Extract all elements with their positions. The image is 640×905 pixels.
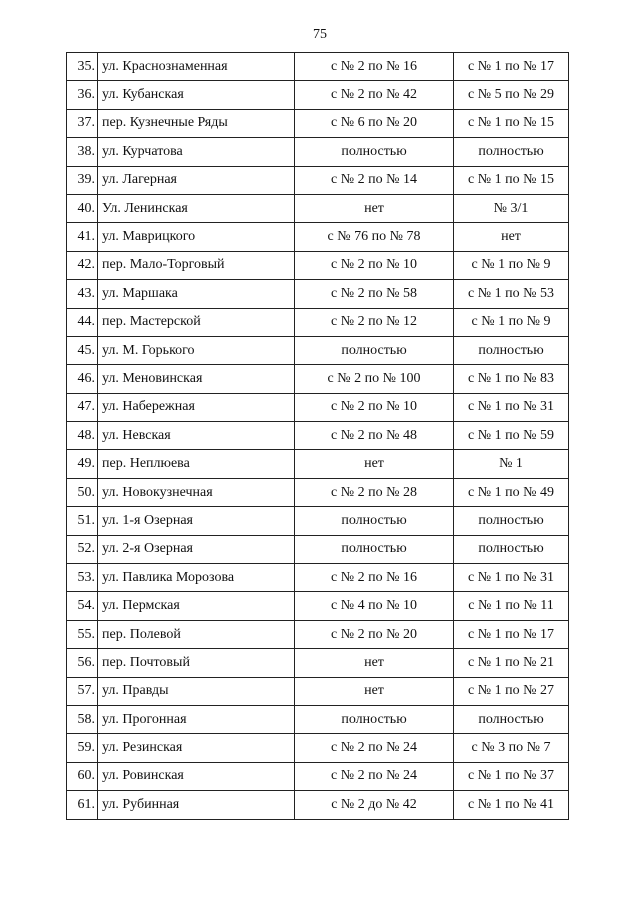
table-row: [67, 564, 569, 592]
odd-houses-cell: полностью: [454, 336, 569, 364]
table-row: [67, 507, 569, 535]
street-name-cell: ул. 1-я Озерная: [98, 507, 295, 535]
street-name-cell: ул. Маврицкого: [98, 223, 295, 251]
row-number-cell: 38.: [67, 138, 98, 166]
odd-houses-cell: с № 1 по № 59: [454, 422, 569, 450]
row-number-cell: 51.: [67, 507, 98, 535]
odd-houses-cell: с № 3 по № 7: [454, 734, 569, 762]
table-row: [67, 336, 569, 364]
table-row: [67, 393, 569, 421]
even-houses-cell: с № 2 по № 24: [295, 734, 454, 762]
odd-houses-cell: полностью: [454, 507, 569, 535]
odd-houses-cell: № 1: [454, 450, 569, 478]
street-name-cell: ул. Правды: [98, 677, 295, 705]
row-number-cell: 45.: [67, 336, 98, 364]
odd-houses-cell: с № 1 по № 21: [454, 649, 569, 677]
street-name-cell: ул. Прогонная: [98, 705, 295, 733]
row-number-cell: 43.: [67, 280, 98, 308]
odd-houses-cell: с № 1 по № 27: [454, 677, 569, 705]
row-number-cell: 41.: [67, 223, 98, 251]
table-row: [67, 223, 569, 251]
odd-houses-cell: с № 1 по № 37: [454, 762, 569, 790]
row-number-cell: 54.: [67, 592, 98, 620]
street-name-cell: ул. Невская: [98, 422, 295, 450]
even-houses-cell: с № 2 по № 12: [295, 308, 454, 336]
table-row: [67, 422, 569, 450]
table-row: [67, 649, 569, 677]
even-houses-cell: нет: [295, 450, 454, 478]
street-name-cell: пер. Кузнечные Ряды: [98, 109, 295, 137]
even-houses-cell: с № 2 по № 10: [295, 393, 454, 421]
street-name-cell: Ул. Ленинская: [98, 194, 295, 222]
even-houses-cell: с № 2 по № 58: [295, 280, 454, 308]
table-row: [67, 592, 569, 620]
page-number: 75: [313, 27, 327, 42]
row-number-cell: 55.: [67, 620, 98, 648]
even-houses-cell: с № 2 по № 10: [295, 251, 454, 279]
odd-houses-cell: с № 1 по № 15: [454, 166, 569, 194]
street-name-cell: пер. Мало-Торговый: [98, 251, 295, 279]
table-row: [67, 365, 569, 393]
even-houses-cell: с № 2 по № 28: [295, 478, 454, 506]
table-row: [67, 478, 569, 506]
street-name-cell: ул. Рубинная: [98, 791, 295, 819]
street-name-cell: пер. Неплюева: [98, 450, 295, 478]
even-houses-cell: полностью: [295, 705, 454, 733]
odd-houses-cell: с № 1 по № 83: [454, 365, 569, 393]
street-name-cell: ул. Новокузнечная: [98, 478, 295, 506]
street-name-cell: пер. Почтовый: [98, 649, 295, 677]
row-number-cell: 61.: [67, 791, 98, 819]
table-row: [67, 81, 569, 109]
street-name-cell: ул. Маршака: [98, 280, 295, 308]
table-row: [67, 166, 569, 194]
row-number-cell: 53.: [67, 564, 98, 592]
even-houses-cell: полностью: [295, 138, 454, 166]
street-name-cell: ул. Набережная: [98, 393, 295, 421]
table-row: [67, 450, 569, 478]
even-houses-cell: с № 2 по № 48: [295, 422, 454, 450]
even-houses-cell: с № 2 до № 42: [295, 791, 454, 819]
row-number-cell: 57.: [67, 677, 98, 705]
even-houses-cell: нет: [295, 194, 454, 222]
table-row: [67, 791, 569, 819]
odd-houses-cell: полностью: [454, 138, 569, 166]
row-number-cell: 48.: [67, 422, 98, 450]
row-number-cell: 49.: [67, 450, 98, 478]
even-houses-cell: полностью: [295, 336, 454, 364]
even-houses-cell: полностью: [295, 535, 454, 563]
street-name-cell: ул. 2-я Озерная: [98, 535, 295, 563]
odd-houses-cell: с № 1 по № 15: [454, 109, 569, 137]
even-houses-cell: нет: [295, 677, 454, 705]
odd-houses-cell: с № 1 по № 31: [454, 393, 569, 421]
table-row: [67, 53, 569, 81]
even-houses-cell: с № 2 по № 14: [295, 166, 454, 194]
odd-houses-cell: с № 1 по № 31: [454, 564, 569, 592]
odd-houses-cell: нет: [454, 223, 569, 251]
table-row: [67, 620, 569, 648]
table-row: [67, 109, 569, 137]
odd-houses-cell: с № 1 по № 17: [454, 620, 569, 648]
odd-houses-cell: с № 1 по № 53: [454, 280, 569, 308]
row-number-cell: 60.: [67, 762, 98, 790]
row-number-cell: 39.: [67, 166, 98, 194]
odd-houses-cell: с № 1 по № 49: [454, 478, 569, 506]
table-row: [67, 535, 569, 563]
table-row: [67, 138, 569, 166]
odd-houses-cell: с № 1 по № 41: [454, 791, 569, 819]
even-houses-cell: с № 2 по № 16: [295, 53, 454, 81]
row-number-cell: 37.: [67, 109, 98, 137]
streets-table-body: [67, 53, 569, 820]
street-name-cell: ул. Павлика Морозова: [98, 564, 295, 592]
street-name-cell: ул. Кубанская: [98, 81, 295, 109]
table-row: [67, 194, 569, 222]
even-houses-cell: с № 2 по № 100: [295, 365, 454, 393]
row-number-cell: 56.: [67, 649, 98, 677]
even-houses-cell: с № 76 по № 78: [295, 223, 454, 251]
even-houses-cell: с № 2 по № 42: [295, 81, 454, 109]
table-row: [67, 734, 569, 762]
odd-houses-cell: с № 5 по № 29: [454, 81, 569, 109]
odd-houses-cell: № 3/1: [454, 194, 569, 222]
table-row: [67, 762, 569, 790]
street-name-cell: пер. Мастерской: [98, 308, 295, 336]
table-row: [67, 705, 569, 733]
street-name-cell: ул. Меновинская: [98, 365, 295, 393]
row-number-cell: 35.: [67, 53, 98, 81]
street-name-cell: ул. Курчатова: [98, 138, 295, 166]
table-row: [67, 280, 569, 308]
row-number-cell: 59.: [67, 734, 98, 762]
odd-houses-cell: с № 1 по № 11: [454, 592, 569, 620]
row-number-cell: 40.: [67, 194, 98, 222]
even-houses-cell: с № 2 по № 16: [295, 564, 454, 592]
row-number-cell: 36.: [67, 81, 98, 109]
street-name-cell: пер. Полевой: [98, 620, 295, 648]
even-houses-cell: нет: [295, 649, 454, 677]
street-name-cell: ул. Лагерная: [98, 166, 295, 194]
street-name-cell: ул. Резинская: [98, 734, 295, 762]
odd-houses-cell: полностью: [454, 705, 569, 733]
even-houses-cell: с № 6 по № 20: [295, 109, 454, 137]
street-name-cell: ул. Краснознаменная: [98, 53, 295, 81]
row-number-cell: 44.: [67, 308, 98, 336]
odd-houses-cell: полностью: [454, 535, 569, 563]
row-number-cell: 52.: [67, 535, 98, 563]
table-row: [67, 251, 569, 279]
even-houses-cell: с № 4 по № 10: [295, 592, 454, 620]
odd-houses-cell: с № 1 по № 9: [454, 308, 569, 336]
row-number-cell: 46.: [67, 365, 98, 393]
even-houses-cell: с № 2 по № 20: [295, 620, 454, 648]
row-number-cell: 42.: [67, 251, 98, 279]
street-name-cell: ул. Ровинская: [98, 762, 295, 790]
even-houses-cell: полностью: [295, 507, 454, 535]
odd-houses-cell: с № 1 по № 9: [454, 251, 569, 279]
row-number-cell: 47.: [67, 393, 98, 421]
row-number-cell: 50.: [67, 478, 98, 506]
table-row: [67, 677, 569, 705]
street-name-cell: ул. М. Горького: [98, 336, 295, 364]
even-houses-cell: с № 2 по № 24: [295, 762, 454, 790]
odd-houses-cell: с № 1 по № 17: [454, 53, 569, 81]
streets-table: [66, 52, 569, 820]
table-row: [67, 308, 569, 336]
row-number-cell: 58.: [67, 705, 98, 733]
street-name-cell: ул. Пермская: [98, 592, 295, 620]
